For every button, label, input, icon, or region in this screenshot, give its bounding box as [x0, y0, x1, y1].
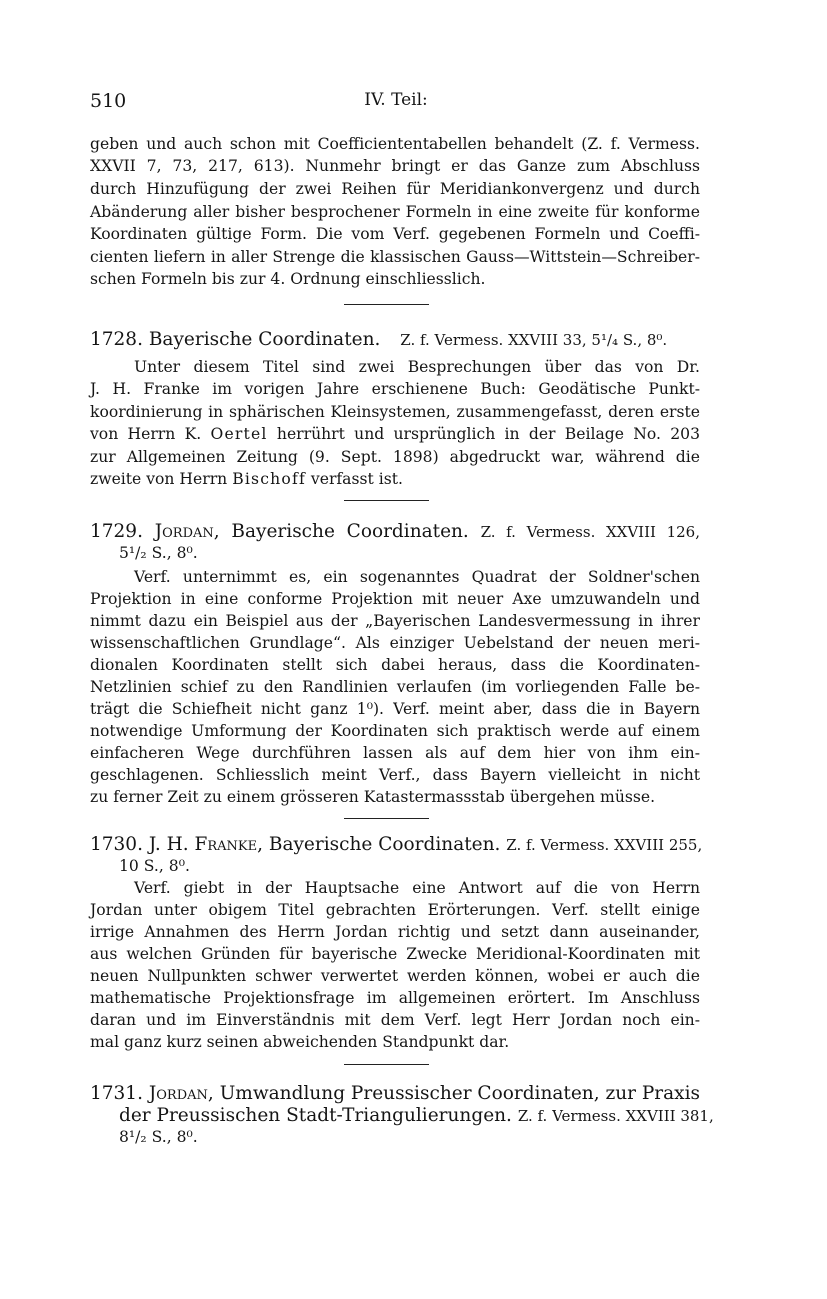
section-divider: [344, 500, 429, 501]
text-line: Projektion in eine conforme Projektion mit neuer Axe umzuwandeln und: [90, 590, 700, 608]
text-line: Unter diesem Titel sind zwei Besprechungen über das von Dr.: [134, 358, 700, 376]
text-line: daran und im Einverständnis mit dem Verf. legt Herr Jordan noch ein-: [90, 1011, 700, 1029]
running-head: IV. Teil:: [364, 90, 428, 110]
text-line: geben und auch schon mit Coefficiententabellen behandelt (Z. f. Vermess.: [90, 135, 700, 153]
section-divider: [344, 818, 429, 819]
text-line: dionalen Koordinaten stellt sich dabei heraus, dass die Koordinaten-: [90, 656, 700, 674]
text-line: einfacheren Wege durchführen lassen als auf dem hier von ihm ein-: [90, 744, 700, 762]
text-line: Jordan unter obigem Titel gebrachten Erörterungen. Verf. stellt einige: [90, 901, 700, 919]
entry-title: 1728. Bayerische Coordinaten.: [90, 329, 381, 350]
section-divider: [344, 1064, 429, 1065]
text-line: nimmt dazu ein Beispiel aus der „Bayerischen Landesvermessung in ihrer: [90, 612, 700, 630]
text-line: Netzlinien schief zu den Randlinien verlaufen (im vorliegenden Falle be-: [90, 678, 700, 696]
text-line: koordinierung in sphärischen Kleinsystemen, zusammengefasst, deren erste: [90, 403, 700, 421]
text-line: mathematische Projektionsfrage im allgemeinen erörtert. Im Anschluss: [90, 989, 700, 1007]
entry-title-cont: der Preussischen Stadt-Triangulierungen.: [119, 1105, 512, 1126]
text-line: durch Hinzufügung der zwei Reihen für Meridiankonvergenz und durch: [90, 180, 700, 198]
text-line: Koordinaten gültige Form. Die vom Verf. gegebenen Formeln und Coeffi-: [90, 225, 700, 243]
author-name: J. H. Franke,: [148, 834, 263, 855]
text-line: zweite von Herrn Bischoff verfasst ist.: [90, 470, 403, 488]
page-header: [90, 90, 702, 118]
text-line: geschlagenen. Schliesslich meint Verf., dass Bayern vielleicht in nicht: [90, 766, 700, 784]
text-line: trägt die Schiefheit nicht ganz 1⁰). Verf. meint aber, dass die in Bayern: [90, 700, 700, 718]
text-line: neuen Nullpunkten schwer verwertet werden können, wobei er auch die: [90, 967, 700, 985]
journal-reference: Z. f. Vermess. XXVIII 255,: [506, 836, 703, 854]
journal-reference: Z. f. Vermess. XXVIII 381,: [517, 1107, 714, 1125]
text-line: aus welchen Gründen für bayerische Zwecke Meridional-Koordinaten mit: [90, 945, 700, 963]
text-line: zu ferner Zeit zu einem grösseren Katastermassstab übergehen müsse.: [90, 788, 656, 806]
entry-heading: 1731. Jordan, Umwandlung Preussischer Coordinaten, zur Praxis: [90, 1083, 701, 1104]
text-line: XXVII 7, 73, 217, 613). Nunmehr bringt er das Ganze zum Abschluss: [90, 157, 700, 175]
page-number: 510: [90, 90, 127, 112]
section-divider: [344, 304, 429, 305]
author-name: Oertel: [210, 425, 268, 443]
text-line: zur Allgemeinen Zeitung (9. Sept. 1898) abgedruckt war, während die: [90, 448, 700, 466]
text-line: mal ganz kurz seinen abweichenden Standpunkt dar.: [90, 1033, 510, 1051]
journal-reference-cont: 8¹/₂ S., 8⁰.: [119, 1128, 198, 1146]
text-line: wissenschaftlichen Grundlage“. Als einziger Uebelstand der neuen meri-: [90, 634, 700, 652]
text-line: Verf. giebt in der Hauptsache eine Antwort auf die von Herrn: [134, 879, 700, 897]
entry-heading-cont: [119, 1105, 714, 1127]
entry-title: Bayerische Coordinaten.: [268, 834, 501, 855]
entry-title: Umwandlung Preussischer Coordinaten, zur Praxis: [219, 1083, 701, 1104]
entry-title: Bayerische Coordinaten.: [231, 521, 469, 542]
journal-reference-cont: 10 S., 8⁰.: [119, 857, 190, 875]
author-name: Jordan,: [154, 521, 220, 542]
author-name: Bischoff: [232, 470, 306, 488]
journal-reference-cont: 5¹/₂ S., 8⁰.: [119, 544, 198, 562]
author-name: Jordan,: [148, 1083, 214, 1104]
entry-heading: 1729. Jordan, Bayerische Coordinaten. Z. f. Vermess. XXVIII 126,: [90, 521, 700, 542]
journal-reference: Z. f. Vermess. XXVIII 33, 5¹/₄ S., 8⁰.: [400, 331, 668, 349]
entry-heading: 1730. J. H. Franke, Bayerische Coordinaten. Z. f. Vermess. XXVIII 255,: [90, 834, 703, 855]
text-line: Verf. unternimmt es, ein sogenanntes Quadrat der Soldner'schen: [134, 568, 700, 586]
text-line: Abänderung aller bisher besprochener Formeln in eine zweite für konforme: [90, 203, 700, 221]
text-line: von Herrn K. Oertel herrührt und ursprünglich in der Beilage No. 203: [90, 425, 700, 443]
text-line: irrige Annahmen des Herrn Jordan richtig und setzt dann auseinander,: [90, 923, 700, 941]
text-line: notwendige Umformung der Koordinaten sich praktisch werde auf einem: [90, 722, 700, 740]
text-line: schen Formeln bis zur 4. Ordnung einschliesslich.: [90, 270, 486, 288]
text-line: J. H. Franke im vorigen Jahre erschienene Buch: Geodätische Punkt-: [90, 380, 700, 398]
journal-reference: Z. f. Vermess. XXVIII 126,: [480, 523, 700, 541]
entry-heading: [90, 329, 700, 351]
text-line: cienten liefern in aller Strenge die klassischen Gauss—Wittstein—Schreiber-: [90, 248, 700, 266]
